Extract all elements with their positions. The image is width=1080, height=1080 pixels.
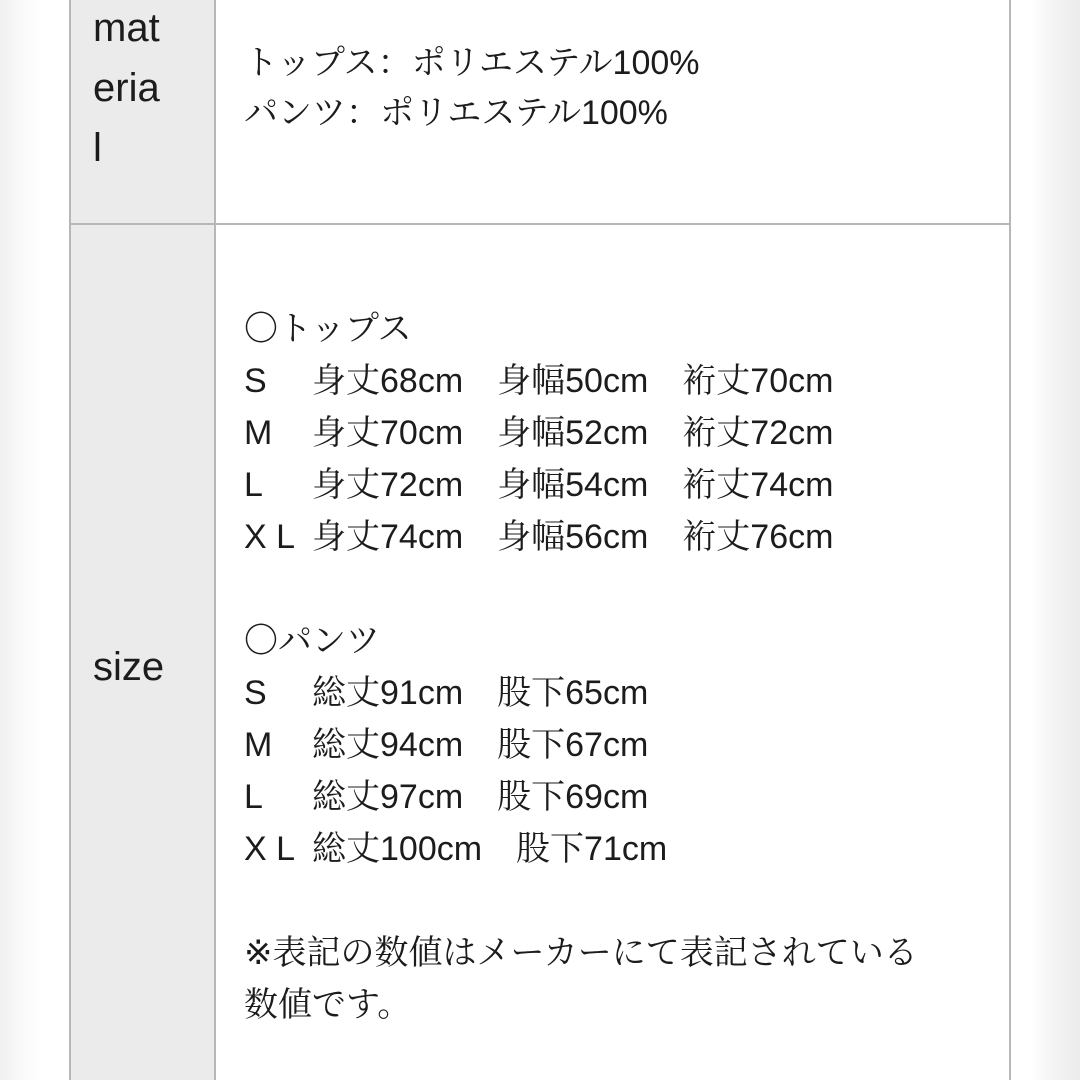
size-specs: 身丈70cm 身幅52cm 裄丈72cm <box>312 414 834 452</box>
pants-size-row-xl <box>244 823 1009 875</box>
size-specs: 総丈100cm 股下71cm <box>312 830 668 868</box>
material-content-cell <box>215 0 1010 224</box>
size-note-line-1: ※表記の数値はメーカーにて表記されている <box>244 934 918 972</box>
pants-size-row-l <box>244 771 1009 823</box>
tops-size-row-s <box>244 355 1009 407</box>
size-content-cell <box>215 224 1010 1080</box>
tops-section-title: 〇トップス <box>244 310 412 348</box>
size-label-s: S <box>244 674 267 712</box>
size-label-xl: X L <box>244 518 296 556</box>
pants-size-row-s <box>244 667 1009 719</box>
page-left-edge-shade <box>0 0 42 1080</box>
pants-size-row-m <box>244 719 1009 771</box>
size-specs: 身丈74cm 身幅56cm 裄丈76cm <box>312 518 834 556</box>
material-line-tops: トップス：ポリエステル100% <box>244 44 700 82</box>
material-header-cell <box>70 0 215 224</box>
size-label-s: S <box>244 362 267 400</box>
size-header-cell <box>70 224 215 1080</box>
size-specs: 身丈68cm 身幅50cm 裄丈70cm <box>312 362 834 400</box>
section-spacer <box>244 563 1009 615</box>
size-header-label: size <box>93 645 165 689</box>
tops-size-row-m <box>244 407 1009 459</box>
section-spacer <box>244 875 1009 927</box>
size-note-line-2: 数値です。 <box>244 986 412 1024</box>
size-specs: 身丈72cm 身幅54cm 裄丈74cm <box>312 466 834 504</box>
size-label-l: L <box>244 466 263 504</box>
size-label-m: M <box>244 726 273 764</box>
page-right-edge-shade <box>1030 0 1080 1080</box>
size-row <box>70 224 1010 1080</box>
size-specs: 総丈97cm 股下69cm <box>312 778 649 816</box>
material-row <box>70 0 1010 224</box>
size-specs: 総丈91cm 股下65cm <box>312 674 649 712</box>
size-label-xl: X L <box>244 830 296 868</box>
material-header-label: material <box>93 6 160 170</box>
material-line-pants: パンツ：ポリエステル100% <box>244 94 668 132</box>
size-specs: 総丈94cm 股下67cm <box>312 726 649 764</box>
size-label-l: L <box>244 778 263 816</box>
tops-size-row-xl <box>244 511 1009 563</box>
product-spec-table <box>69 0 1011 1080</box>
size-label-m: M <box>244 414 273 452</box>
tops-size-row-l <box>244 459 1009 511</box>
pants-section-title: 〇パンツ <box>244 622 380 660</box>
